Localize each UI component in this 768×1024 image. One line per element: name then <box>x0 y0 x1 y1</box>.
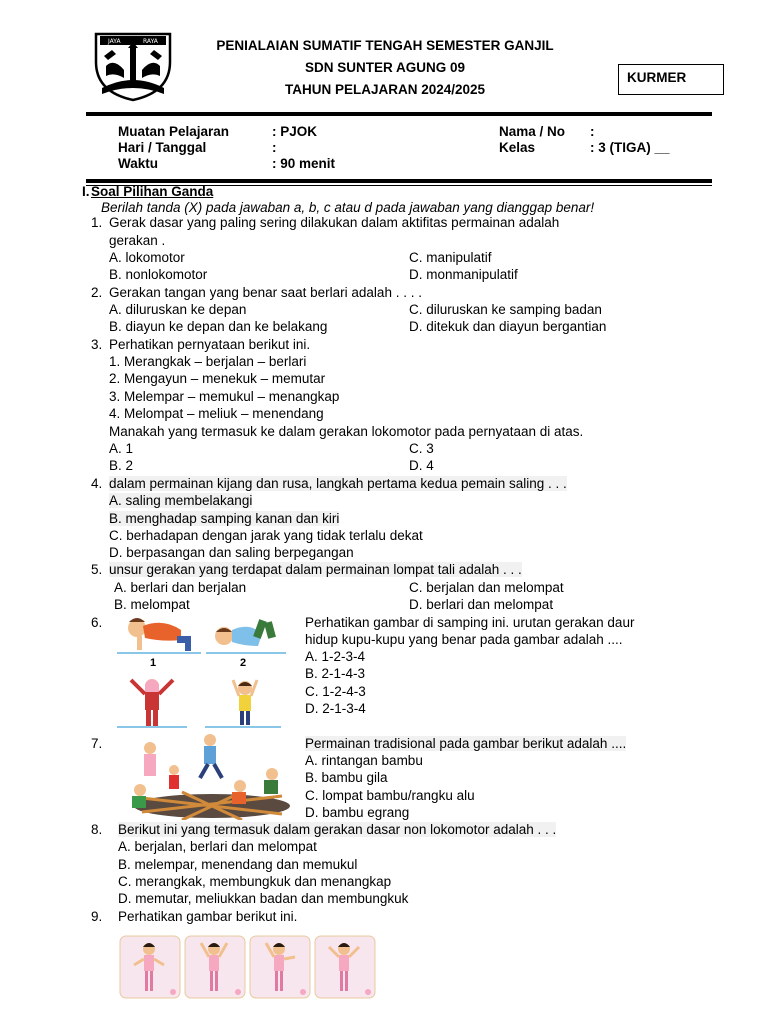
name-value: : <box>590 124 595 139</box>
q5-number: 5. <box>91 562 103 577</box>
q3-statement-2: 2. Mengayun – menekuk – memutar <box>109 371 326 386</box>
header-rule-top <box>86 112 712 116</box>
curriculum-badge: KURMER <box>618 64 724 95</box>
q5-option-a[interactable]: A. berlari dan berjalan <box>114 580 247 595</box>
q3-question: Manakah yang termasuk ke dalam gerakan lokomotor pada pernyataan di atas. <box>109 424 584 439</box>
q6-text: Perhatikan gambar di samping ini. urutan gerakan daur <box>305 615 635 630</box>
q5-option-d[interactable]: D. berlari dan melompat <box>409 597 554 612</box>
q7-option-d[interactable]: D. bambu egrang <box>305 805 410 820</box>
q1-text: Gerak dasar yang paling sering dilakukan dalam aktifitas permainan adalah <box>109 215 560 230</box>
q8-option-c[interactable]: C. merangkak, membungkuk dan menangkap <box>118 874 392 889</box>
q7-number: 7. <box>91 736 103 751</box>
q2-option-b[interactable]: B. diayun ke depan dan ke belakang <box>109 319 328 334</box>
q7-option-c[interactable]: C. lompat bambu/rangku alu <box>305 788 475 803</box>
section-number: I. <box>82 184 90 199</box>
figure-label-2: 2 <box>240 657 247 669</box>
figure-label-1: 1 <box>150 657 157 669</box>
class-label: Kelas <box>499 140 536 155</box>
q1-option-a[interactable]: A. lokomotor <box>109 250 185 265</box>
name-label: Nama / No <box>499 124 566 139</box>
q2-number: 2. <box>91 285 103 300</box>
q8-text: Berikut ini yang termasuk dalam gerakan dasar non lokomotor adalah . . . <box>118 822 557 837</box>
q3-option-d[interactable]: D. 4 <box>409 458 434 473</box>
q1-option-d[interactable]: D. monmanipulatif <box>409 267 518 282</box>
standing-girl-icon <box>117 674 187 730</box>
crawling-child-icon <box>117 612 201 656</box>
q9-text: Perhatikan gambar berikut ini. <box>118 909 298 924</box>
section-title: Soal Pilihan Ganda <box>91 184 214 199</box>
exam-title: PENIALAIAN SUMATIF TENGAH SEMESTER GANJIL <box>216 38 554 53</box>
q1-number: 1. <box>91 215 103 230</box>
jumping-boy-icon <box>205 674 281 730</box>
q3-option-c[interactable]: C. 3 <box>409 441 434 456</box>
q8-option-a[interactable]: A. berjalan, berlari dan melompat <box>118 839 317 854</box>
class-value: : 3 (TIGA) __ <box>590 140 670 155</box>
subject-value: : PJOK <box>272 124 318 139</box>
bamboo-game-icon <box>122 732 292 820</box>
q1-option-c[interactable]: C. manipulatif <box>409 250 492 265</box>
q4-option-b[interactable]: B. menghadap samping kanan dan kiri <box>109 511 340 526</box>
rolling-child-icon <box>206 612 286 656</box>
q8-option-b[interactable]: B. melempar, menendang dan memukul <box>118 857 358 872</box>
q9-number: 9. <box>91 909 103 924</box>
q3-text: Perhatikan pernyataan berikut ini. <box>109 337 311 352</box>
q3-statement-1: 1. Merangkak – berjalan – berlari <box>109 354 307 369</box>
q3-statement-3: 3. Melempar – memukul – menangkap <box>109 389 340 404</box>
q7-option-b[interactable]: B. bambu gila <box>305 770 388 785</box>
header-rule-bottom <box>86 179 712 183</box>
q3-option-b[interactable]: B. 2 <box>109 458 134 473</box>
q5-text: unsur gerakan yang terdapat dalam permainan lompat tali adalah . . . <box>109 562 522 577</box>
date-label: Hari / Tanggal <box>118 140 207 155</box>
school-name: SDN SUNTER AGUNG 09 <box>304 60 466 75</box>
q6-number: 6. <box>91 615 103 630</box>
subject-label: Muatan Pelajaran <box>118 124 230 139</box>
q7-option-a[interactable]: A. rintangan bambu <box>305 753 423 768</box>
academic-year: TAHUN PELAJARAN 2024/2025 <box>284 82 486 97</box>
q2-text: Gerakan tangan yang benar saat berlari adalah . . . . <box>109 285 422 300</box>
q3-statement-4: 4. Melompat – meliuk – menendang <box>109 406 324 421</box>
q8-number: 8. <box>91 822 103 837</box>
q3-number: 3. <box>91 337 103 352</box>
q6-option-d[interactable]: D. 2-1-3-4 <box>305 701 366 716</box>
q5-option-b[interactable]: B. melompat <box>114 597 190 612</box>
q1-option-b[interactable]: B. nonlokomotor <box>109 267 208 282</box>
date-value: : <box>272 140 277 155</box>
svg-text:JAYA: JAYA <box>108 38 121 45</box>
q4-option-a[interactable]: A. saling membelakangi <box>109 493 253 508</box>
q1-text-cont: gerakan . <box>109 233 166 248</box>
q6-option-b[interactable]: B. 2-1-4-3 <box>305 666 366 681</box>
q4-option-c[interactable]: C. berhadapan dengan jarak yang tidak terlalu dekat <box>109 528 423 543</box>
q4-number: 4. <box>91 476 103 491</box>
q2-option-a[interactable]: A. diluruskan ke depan <box>109 302 247 317</box>
section-instruction: Berilah tanda (X) pada jawaban a, b, c atau d pada jawaban yang dianggap benar! <box>101 200 595 215</box>
q8-option-d[interactable]: D. memutar, meliukkan badan dan membungkuk <box>118 891 409 906</box>
q5-option-c[interactable]: C. berjalan dan melompat <box>409 580 564 595</box>
q4-option-d[interactable]: D. berpasangan dan saling berpegangan <box>109 545 354 560</box>
svg-text:RAYA: RAYA <box>143 38 158 45</box>
q2-option-c[interactable]: C. diluruskan ke samping badan <box>409 302 602 317</box>
q7-text: Permainan tradisional pada gambar berikut adalah .... <box>305 736 627 751</box>
gymnastic-girl-icon <box>119 935 377 999</box>
q2-option-d[interactable]: D. ditekuk dan diayun bergantian <box>409 319 607 334</box>
q3-option-a[interactable]: A. 1 <box>109 441 134 456</box>
q6-option-c[interactable]: C. 1-2-4-3 <box>305 684 366 699</box>
time-label: Waktu <box>118 156 158 171</box>
q6-option-a[interactable]: A. 1-2-3-4 <box>305 649 366 664</box>
q4-text: dalam permainan kijang dan rusa, langkah pertama kedua pemain saling . . . <box>109 476 567 491</box>
time-value: : 90 menit <box>272 156 336 171</box>
q6-text-cont: hidup kupu-kupu yang benar pada gambar adalah .... <box>305 632 623 647</box>
